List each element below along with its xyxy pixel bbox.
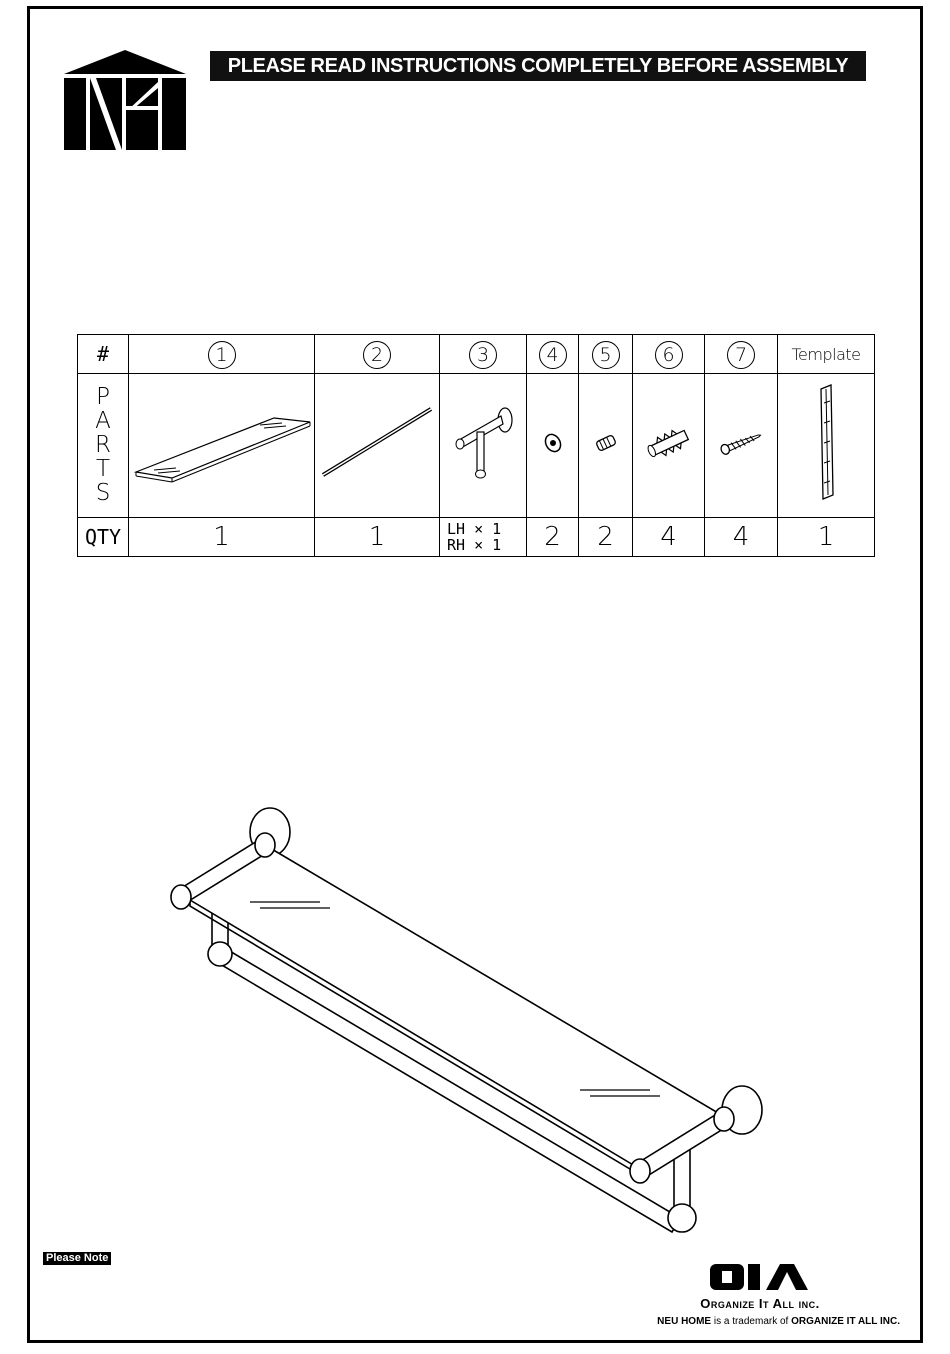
part-image-2 bbox=[315, 374, 440, 518]
part-qty-template: 1 bbox=[778, 517, 875, 556]
wood-screw-icon bbox=[716, 425, 766, 461]
part-number-4: 4 bbox=[527, 335, 579, 374]
set-screw-icon bbox=[591, 428, 621, 458]
part-qty-3: LH × 1 RH × 1 bbox=[440, 517, 527, 556]
oia-logo bbox=[708, 1262, 812, 1292]
parts-image-row bbox=[78, 374, 875, 518]
part-number-3: 3 bbox=[440, 335, 527, 374]
part-image-5 bbox=[579, 374, 633, 518]
please-note-label: Please Note bbox=[43, 1252, 111, 1265]
part-image-1 bbox=[129, 374, 315, 518]
part-image-template bbox=[778, 374, 875, 518]
part-number-6: 6 bbox=[633, 335, 705, 374]
shelf-bracket-icon bbox=[443, 398, 523, 488]
assembled-shelf-illustration bbox=[150, 790, 790, 1250]
wall-anchor-icon bbox=[644, 423, 694, 463]
part-image-4 bbox=[527, 374, 579, 518]
mounting-template-icon bbox=[811, 383, 841, 503]
part-qty-5: 2 bbox=[579, 517, 633, 556]
part-qty-6: 4 bbox=[633, 517, 705, 556]
part-image-3 bbox=[440, 374, 527, 518]
part-image-6 bbox=[633, 374, 705, 518]
parts-quantity-row bbox=[78, 517, 875, 556]
part-qty-4: 2 bbox=[527, 517, 579, 556]
part-number-5: 5 bbox=[579, 335, 633, 374]
part-number-1: 1 bbox=[129, 335, 315, 374]
bracket-cap-icon bbox=[538, 428, 568, 458]
part-qty-2: 1 bbox=[315, 517, 440, 556]
parts-table bbox=[77, 334, 875, 557]
parts-number-row bbox=[78, 335, 875, 374]
part-number-7: 7 bbox=[705, 335, 778, 374]
part-qty-1: 1 bbox=[129, 517, 315, 556]
assembly-warning-banner: PLEASE READ INSTRUCTIONS COMPLETELY BEFORE ASSEMBLY bbox=[210, 51, 866, 81]
company-name: Organize It All inc. bbox=[700, 1296, 820, 1311]
part-number-2: 2 bbox=[315, 335, 440, 374]
part-image-7 bbox=[705, 374, 778, 518]
part-qty-7: 4 bbox=[705, 517, 778, 556]
part-number-template: Template bbox=[778, 335, 875, 374]
hash-label: # bbox=[78, 335, 129, 374]
parts-vertical-label: P A R T S bbox=[78, 374, 129, 518]
neu-home-logo bbox=[62, 48, 188, 152]
glass-shelf-icon bbox=[132, 388, 312, 498]
qty-label: QTY bbox=[78, 517, 129, 556]
towel-bar-rod-icon bbox=[317, 403, 437, 483]
trademark-notice: NEU HOME is a trademark of ORGANIZE IT ALL INC. bbox=[657, 1316, 900, 1327]
